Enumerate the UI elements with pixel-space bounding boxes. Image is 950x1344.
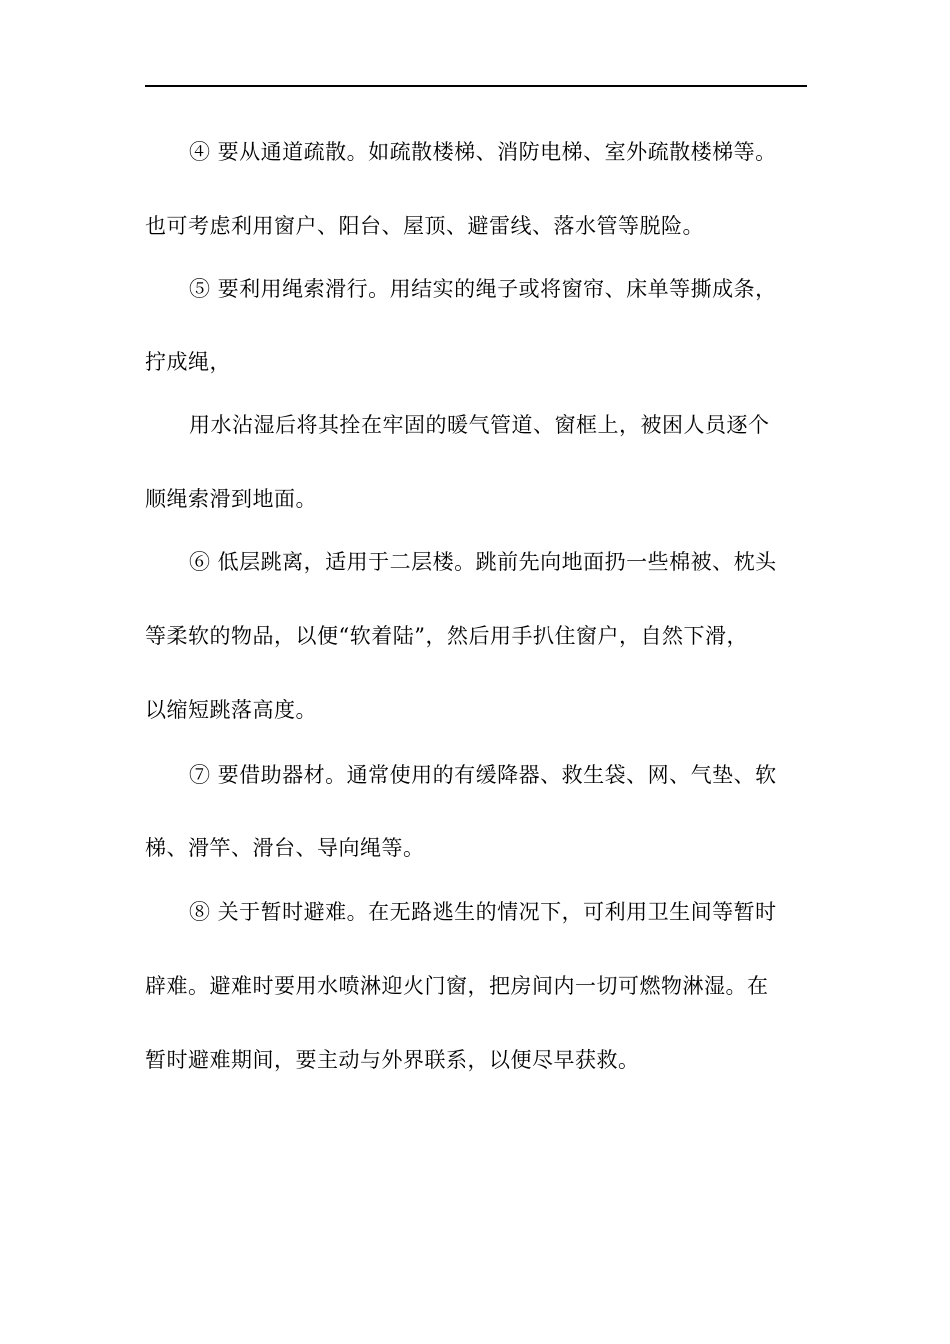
paragraph-6-line-1: ⑥ 低层跳离，适用于二层楼。跳前先向地面扔一些棉被、枕头	[189, 550, 777, 574]
paragraph-6-line-2: 等柔软的物品，以便“软着陆”，然后用手扒住窗户，自然下滑，	[145, 624, 748, 648]
paragraph-7-line-2: 梯、滑竿、滑台、导向绳等。	[145, 836, 425, 860]
paragraph-5b-line-1: 用水沾湿后将其拴在牢固的暖气管道、窗框上，被困人员逐个	[189, 413, 770, 437]
paragraph-7-line-1: ⑦ 要借助器材。通常使用的有缓降器、救生袋、网、气垫、软	[189, 763, 777, 787]
paragraph-4-line-1: ④ 要从通道疏散。如疏散楼梯、消防电梯、室外疏散楼梯等。	[189, 140, 777, 164]
paragraph-4-line-2: 也可考虑利用窗户、阳台、屋顶、避雷线、落水管等脱险。	[145, 214, 704, 238]
paragraph-6-line-3: 以缩短跳落高度。	[145, 698, 317, 722]
paragraph-8-line-3: 暂时避难期间，要主动与外界联系，以便尽早获救。	[145, 1048, 640, 1072]
header-rule	[145, 85, 807, 87]
paragraph-5-line-1: ⑤ 要利用绳索滑行。用结实的绳子或将窗帘、床单等撕成条，	[189, 277, 777, 301]
paragraph-8-line-2: 辟难。避难时要用水喷淋迎火门窗，把房间内一切可燃物淋湿。在	[145, 974, 769, 998]
paragraph-5b-line-2: 顺绳索滑到地面。	[145, 487, 317, 511]
paragraph-8-line-1: ⑧ 关于暂时避难。在无路逃生的情况下，可利用卫生间等暂时	[189, 900, 777, 924]
paragraph-5-line-2: 拧成绳，	[145, 350, 231, 374]
